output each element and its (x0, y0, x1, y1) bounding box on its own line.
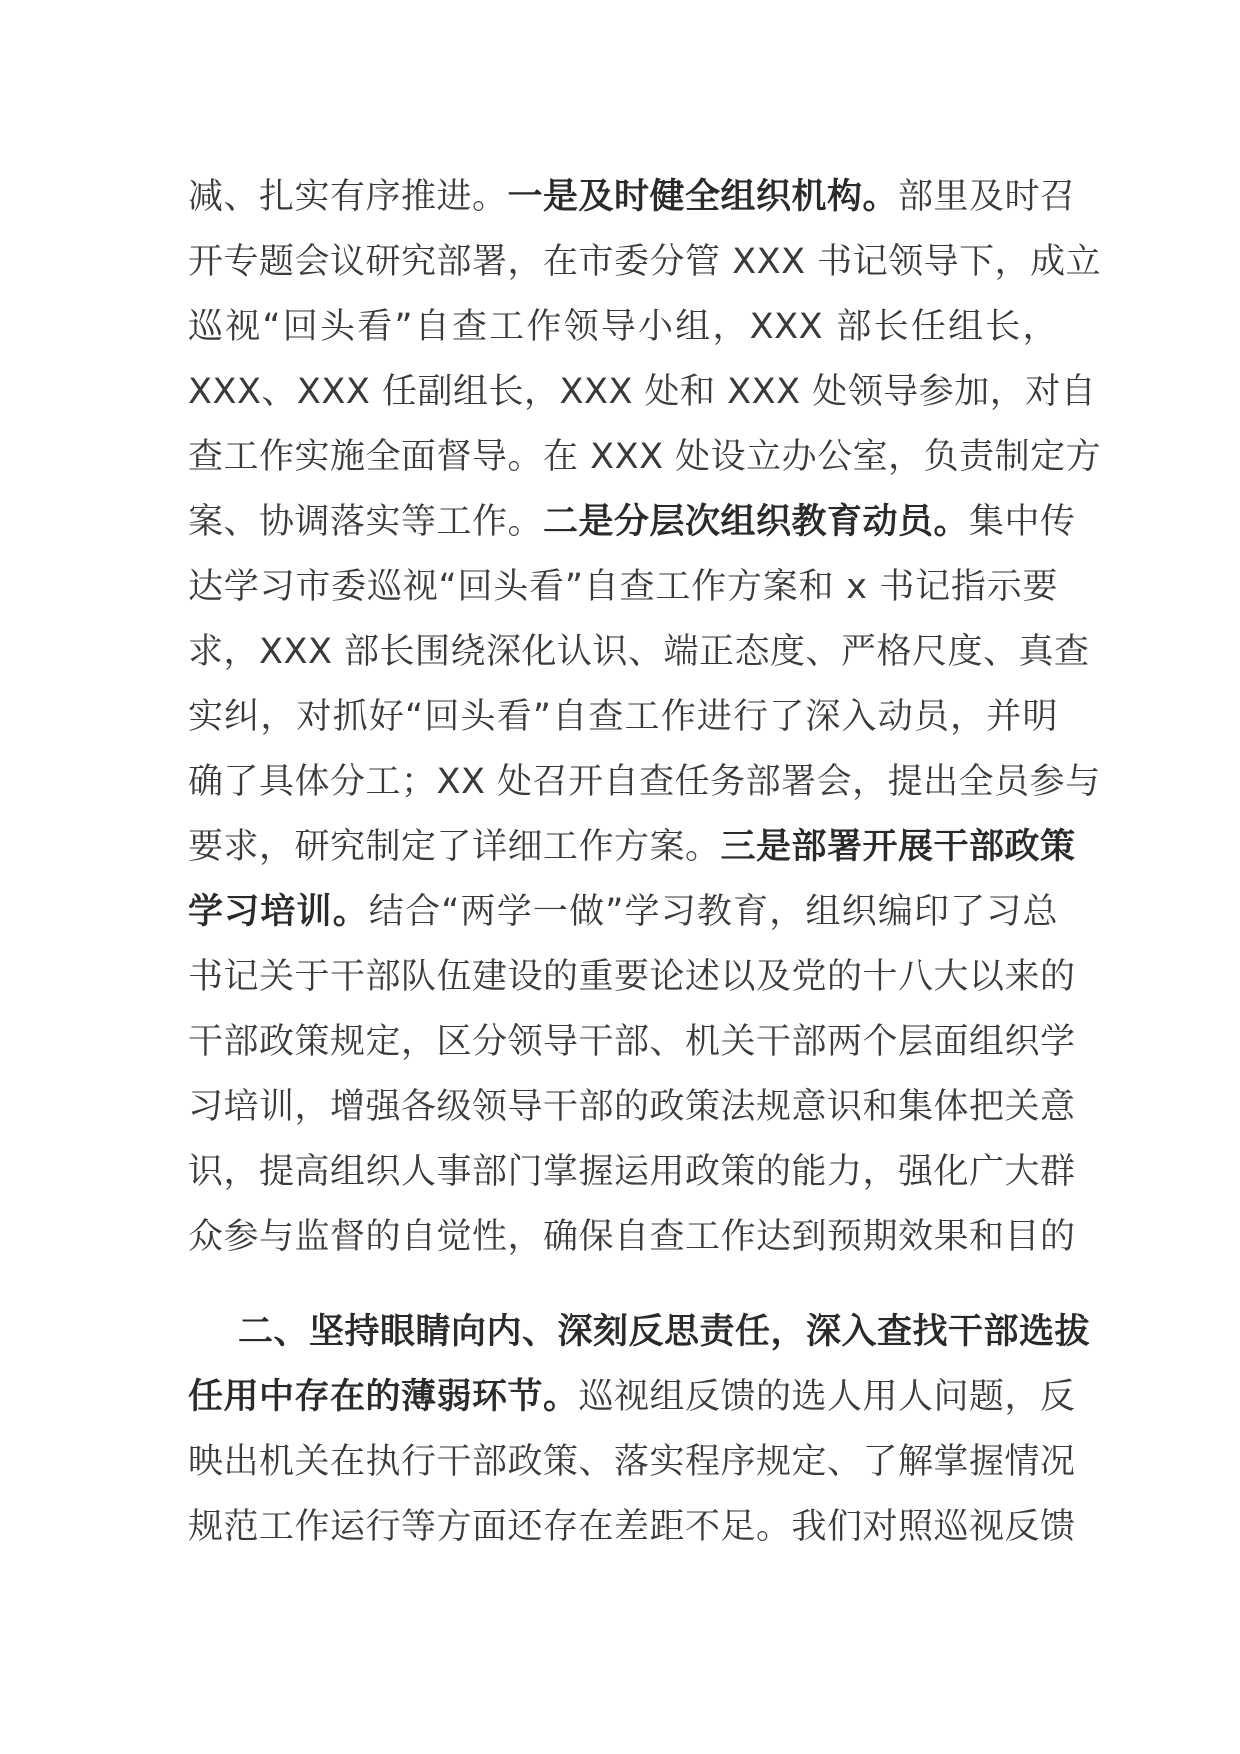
text-line (188, 425, 1102, 490)
section-heading-line (188, 1300, 1091, 1365)
text-run: 规范工作运行等方面还存在差距不足。我们对照巡视反馈 (188, 1507, 1076, 1547)
text-run: 众参与监督的自觉性，确保自查工作达到预期效果和目的 (188, 1217, 1076, 1257)
text-run: 映出机关在执行干部政策、落实程序规定、了解掌握情况 (188, 1442, 1076, 1482)
text-line (188, 620, 1090, 685)
text-line (188, 945, 1076, 1010)
text-line (188, 1140, 1076, 1205)
body-paragraph-1 (188, 165, 1102, 1270)
text-run: 查工作实施全面督导。在 XXX 处设立办公室，负责制定方 (188, 437, 1102, 477)
text-run: 习培训，增强各级领导干部的政策法规意识和集体把关意 (188, 1087, 1076, 1127)
text-line (188, 685, 1058, 750)
text-line (188, 490, 1076, 555)
text-line (188, 1495, 1076, 1560)
text-line (188, 360, 1097, 425)
section-heading: 二、坚持眼睛向内、深刻反思责任，深入查找干部选拔 (238, 1312, 1091, 1352)
text-line (188, 295, 1058, 360)
text-run: 书记关于干部队伍建设的重要论述以及党的十八大以来的 (188, 957, 1076, 997)
body-paragraph-2 (188, 1300, 1091, 1560)
text-line (188, 1430, 1076, 1495)
bold-heading-run: 三是部署开展干部政策 (720, 827, 1076, 867)
text-line (188, 555, 1058, 620)
text-line (188, 880, 1058, 945)
text-run: 干部政策规定，区分领导干部、机关干部两个层面组织学 (188, 1022, 1076, 1062)
text-run: 确了具体分工；XX 处召开自查任务部署会，提出全员参与 (188, 762, 1101, 802)
bold-heading-run: 学习培训。 (188, 892, 369, 932)
text-run: 要求，研究制定了详细工作方案。 (188, 827, 721, 867)
text-line (188, 815, 1076, 880)
bold-heading-run: 一是及时健全组织机构。 (507, 177, 899, 217)
text-line (188, 230, 1102, 295)
bold-heading-run: 二是分层次组织教育动员。 (543, 502, 970, 542)
text-line (188, 165, 1076, 230)
section-heading: 任用中存在的薄弱环节。 (188, 1377, 579, 1417)
text-run: 减、扎实有序推进。 (188, 177, 508, 217)
text-line (188, 750, 1101, 815)
text-run: 达学习市委巡视“回头看”自查工作方案和 x 书记指示要 (188, 567, 1058, 607)
text-line (188, 1365, 1076, 1430)
text-run: 结合“两学一做”学习教育，组织编印了习总 (368, 892, 1058, 932)
text-run: 识，提高组织人事部门掌握运用政策的能力，强化广大群 (188, 1152, 1076, 1192)
text-run: 巡视“回头看”自查工作领导小组，XXX 部长任组长， (188, 307, 1058, 347)
text-run: 实纠，对抓好“回头看”自查工作进行了深入动员，并明 (188, 697, 1058, 737)
text-run: 案、协调落实等工作。 (188, 502, 544, 542)
text-line (188, 1205, 1076, 1270)
text-run: 部里及时召 (898, 177, 1076, 217)
text-run: XXX、XXX 任副组长，XXX 处和 XXX 处领导参加，对自 (188, 372, 1097, 412)
text-run: 开专题会议研究部署，在市委分管 XXX 书记领导下，成立 (188, 242, 1102, 282)
text-run: 集中传 (969, 502, 1076, 542)
text-line (188, 1075, 1076, 1140)
text-line (188, 1010, 1076, 1075)
text-run: 巡视组反馈的选人用人问题，反 (578, 1377, 1076, 1417)
text-run: 求，XXX 部长围绕深化认识、端正态度、严格尺度、真查 (188, 632, 1090, 672)
